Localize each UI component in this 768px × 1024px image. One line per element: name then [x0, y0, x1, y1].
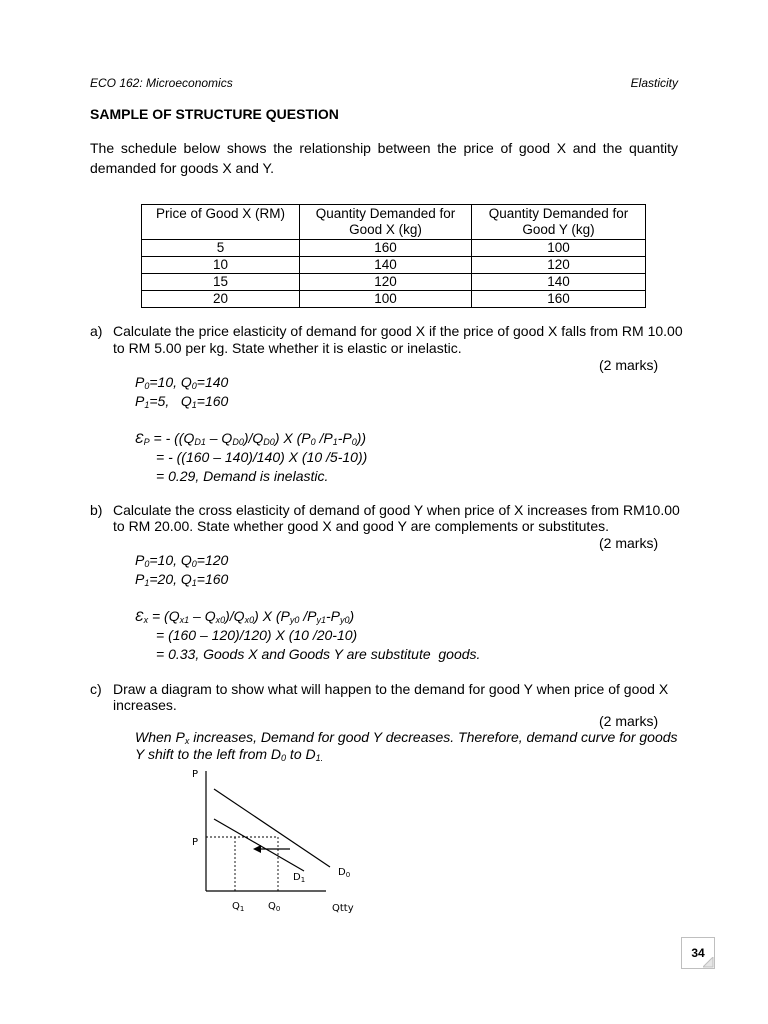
d0-label: $D_0$: [338, 867, 351, 879]
table-header-row: [142, 205, 646, 240]
answer-b-line2: $P_1=20$, $Q_1=160$: [135, 571, 229, 588]
course-header: ECO 162: Microeconomics: [90, 76, 233, 90]
table-cell: 160: [472, 291, 646, 308]
topic-header: Elasticity: [630, 76, 678, 90]
table-cell: 100: [472, 240, 646, 257]
page-curl-icon: [703, 957, 715, 969]
answer-b-substitution: = (160 – 120)/120) X (10 /20-10): [156, 627, 358, 643]
table-cell: 5: [142, 240, 300, 257]
answer-b-formula: $Ɛ_x = (Q_{x1} - Q_{x0})/Q_{x0}$) X ($P_{y0}$ $/P_{y1}-P_{y0}$): [135, 608, 355, 625]
question-a-line2: to RM 5.00 per kg. State whether it is elastic or inelastic.: [113, 340, 462, 356]
table-cell: 120: [300, 274, 472, 291]
answer-a-result: = 0.29, Demand is inelastic.: [156, 468, 329, 484]
question-c-line1: Draw a diagram to show what will happen to the demand for good Y when price of good X: [113, 681, 669, 697]
table-cell: 140: [472, 274, 646, 291]
question-c-label: c): [90, 681, 102, 697]
question-c-line2: increases.: [113, 697, 177, 713]
answer-a-substitution: = - ((160 – 140)/140) X (10 /5-10)): [156, 449, 368, 465]
table-row: [142, 240, 646, 257]
table-cell: 160: [300, 240, 472, 257]
table-cell: 20: [142, 291, 300, 308]
intro-paragraph: The schedule below shows the relationship between the price of good X and the quantity demanded for goods X and Y.: [90, 140, 678, 176]
answer-c-line2: Y shift to the left from $D_0$ to $D_{1.}$: [135, 746, 324, 763]
demand-curve-d0: [214, 789, 330, 867]
demand-shift-diagram: [180, 765, 390, 925]
d1-label: $D_1$: [293, 872, 306, 884]
question-b-label: b): [90, 502, 103, 518]
question-a-marks: (2 marks): [599, 357, 659, 373]
demand-curve-d1: [214, 819, 304, 871]
answer-a-formula: $Ɛ_P$ = - $((Q_{D1} - Q_{D0})/Q_{D0})$ X ($P_0$ $/P_1-P_0$)): [135, 430, 367, 447]
schedule-table: [141, 204, 646, 308]
table-row: [142, 257, 646, 274]
y-axis-label: P: [192, 769, 199, 780]
table-cell: 10: [142, 257, 300, 274]
question-b-line1: Calculate the cross elasticity of demand of good Y when price of X increases from RM10.00: [113, 502, 680, 518]
question-c-marks: (2 marks): [599, 713, 659, 729]
table-row: [142, 291, 646, 308]
col-header-qty-x: Quantity Demanded for Good X (kg): [300, 205, 472, 240]
table-cell: 100: [300, 291, 472, 308]
x-axis-label: Qtty: [332, 903, 354, 914]
table-cell: 140: [300, 257, 472, 274]
question-a-label: a): [90, 323, 103, 339]
q0-label: $Q_0$: [268, 901, 281, 913]
col-header-qty-y: Quantity Demanded for Good Y (kg): [472, 205, 646, 240]
table-row: [142, 274, 646, 291]
page-number: 34: [681, 937, 715, 969]
answer-a-line2: $P_1=5$, $Q_1=160$: [135, 393, 229, 410]
question-a-line1: Calculate the price elasticity of demand for good X if the price of good X falls from RM 10.00: [113, 323, 683, 339]
question-b-line2: to RM 20.00. State whether good X and good Y are complements or substitutes.: [113, 518, 610, 534]
table-cell: 120: [472, 257, 646, 274]
price-label: P: [192, 837, 199, 848]
answer-b-line1: $P_0=10$, $Q_0=120$: [135, 552, 229, 569]
answer-c-line1: When $P_x$ increases, Demand for good Y decreases. Therefore, demand curve for goods: [135, 729, 678, 746]
col-header-price: Price of Good X (RM): [142, 205, 300, 240]
section-title: SAMPLE OF STRUCTURE QUESTION: [90, 106, 339, 122]
answer-b-result: = 0.33, Goods X and Goods Y are substitute goods.: [156, 646, 481, 662]
table-cell: 15: [142, 274, 300, 291]
q1-label: $Q_1$: [232, 901, 245, 913]
question-b-marks: (2 marks): [599, 535, 659, 551]
answer-a-line1: $P_0=10$, $Q_0=140$: [135, 374, 229, 391]
